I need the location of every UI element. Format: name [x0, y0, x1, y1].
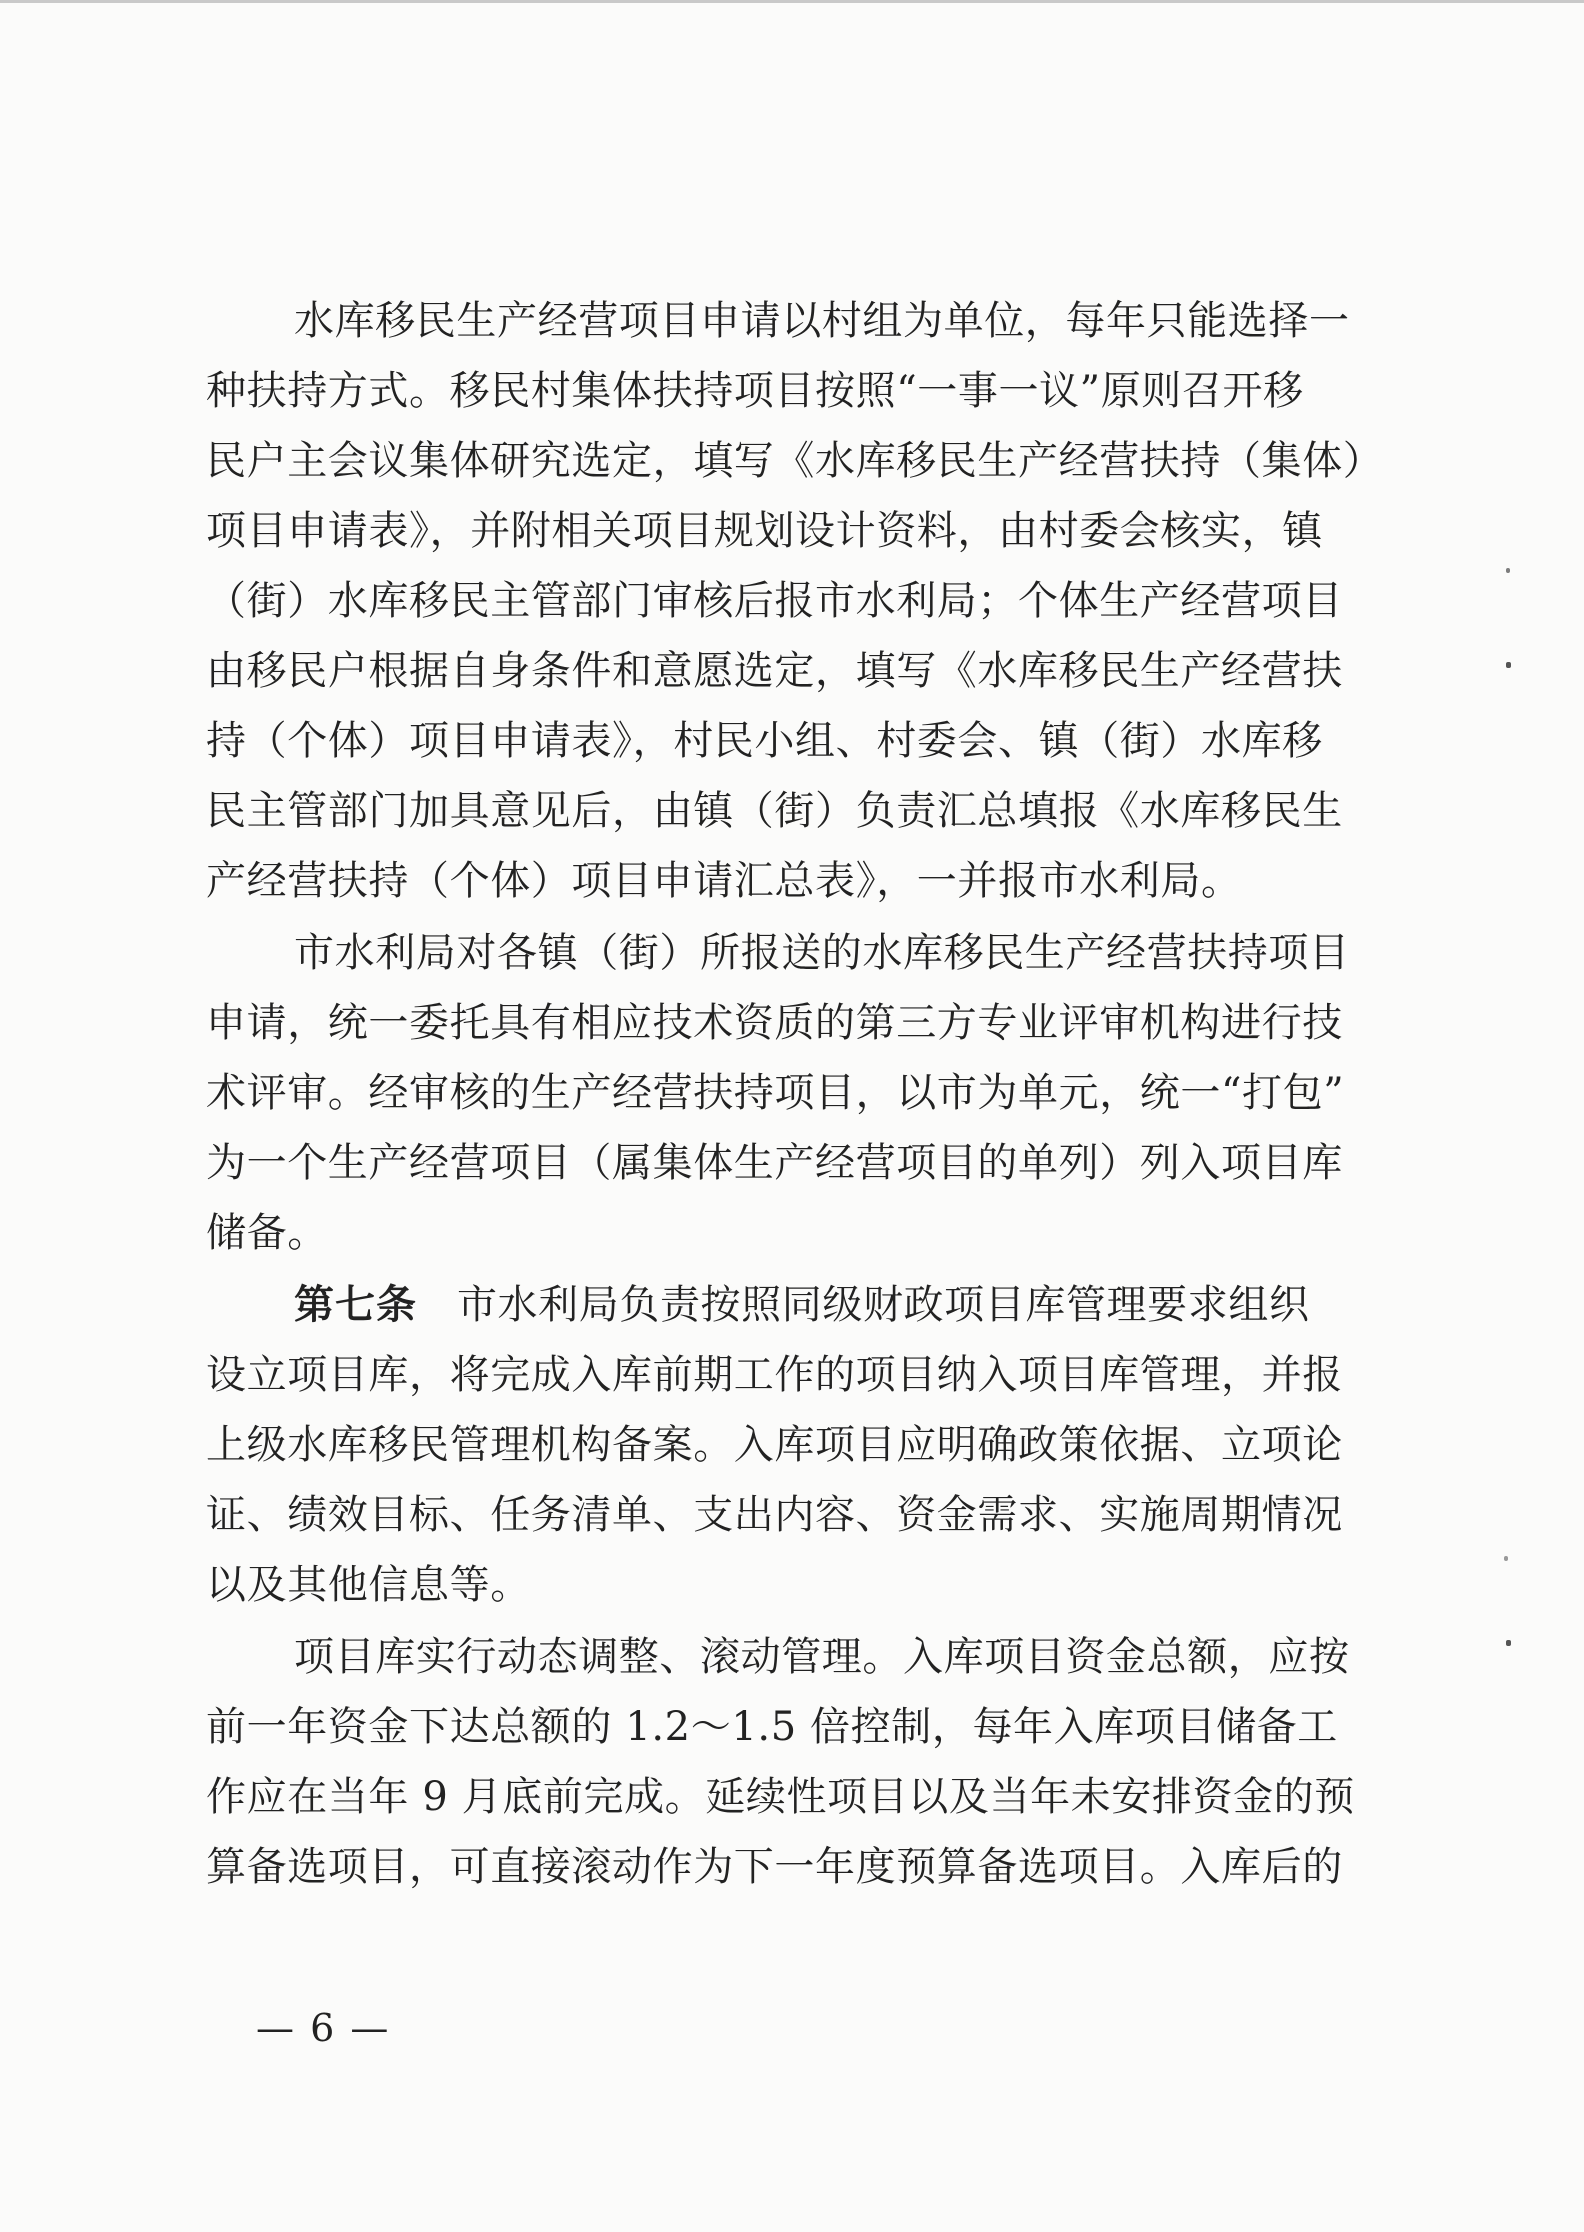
text-line: 算备选项目，可直接滚动作为下一年度预算备选项目。入库后的 [206, 1844, 1343, 1890]
text-line: 产经营扶持（个体）项目申请汇总表》，一并报市水利局。 [206, 858, 1242, 904]
scan-speck [1506, 1640, 1511, 1646]
text-line: 作应在当年 9 月底前完成。延续性项目以及当年未安排资金的预 [206, 1774, 1355, 1820]
text-line: 前一年资金下达总额的 1.2～1.5 倍控制，每年入库项目储备工 [206, 1704, 1338, 1750]
page-top-edge [0, 0, 1584, 3]
text-line: 民户主会议集体研究选定，填写《水库移民生产经营扶持（集体） [206, 438, 1384, 484]
scan-speck [1506, 568, 1510, 573]
text-line: 市水利局对各镇（街）所报送的水库移民生产经营扶持项目 [294, 930, 1350, 976]
scan-speck [1506, 662, 1511, 668]
text-line: 证、绩效目标、任务清单、支出内容、资金需求、实施周期情况 [206, 1492, 1343, 1538]
text-line: 设立项目库，将完成入库前期工作的项目纳入项目库管理，并报 [206, 1352, 1343, 1398]
text-line: 储备。 [206, 1210, 328, 1256]
scan-speck [1504, 1556, 1508, 1561]
text-line: 种扶持方式。移民村集体扶持项目按照“一事一议”原则召开移 [206, 368, 1304, 414]
text-line: 持（个体）项目申请表》，村民小组、村委会、镇（街）水库移 [206, 718, 1323, 764]
document-body [206, 286, 1386, 1902]
text-line: 水库移民生产经营项目申请以村组为单位，每年只能选择一 [294, 298, 1350, 344]
text-line: 申请，统一委托具有相应技术资质的第三方专业评审机构进行技 [206, 1000, 1343, 1046]
article-seven [206, 1270, 1386, 1620]
article-heading-text: 市水利局负责按照同级财政项目库管理要求组织 [456, 1282, 1310, 1328]
text-line: 项目库实行动态调整、滚动管理。入库项目资金总额，应按 [294, 1634, 1350, 1680]
page-number: — 6 — [256, 2006, 391, 2050]
text-line: 由移民户根据自身条件和意愿选定，填写《水库移民生产经营扶 [206, 648, 1343, 694]
article-heading: 第七条 [294, 1281, 417, 1328]
text-line: 民主管部门加具意见后，由镇（街）负责汇总填报《水库移民生 [206, 788, 1343, 834]
text-line: 项目申请表》，并附相关项目规划设计资料，由村委会核实，镇 [206, 508, 1323, 554]
text-line [206, 1270, 1386, 1340]
text-line: 术评审。经审核的生产经营扶持项目，以市为单元，统一“打包” [206, 1070, 1345, 1116]
paragraph-dynamic-management [206, 1622, 1386, 1902]
paragraph-application [206, 286, 1386, 916]
text-line: 为一个生产经营项目（属集体生产经营项目的单列）列入项目库 [206, 1140, 1343, 1186]
text-line: 以及其他信息等。 [206, 1562, 531, 1608]
paragraph-review [206, 918, 1386, 1268]
text-line: （街）水库移民主管部门审核后报市水利局；个体生产经营项目 [206, 578, 1343, 624]
text-line: 上级水库移民管理机构备案。入库项目应明确政策依据、立项论 [206, 1422, 1343, 1468]
